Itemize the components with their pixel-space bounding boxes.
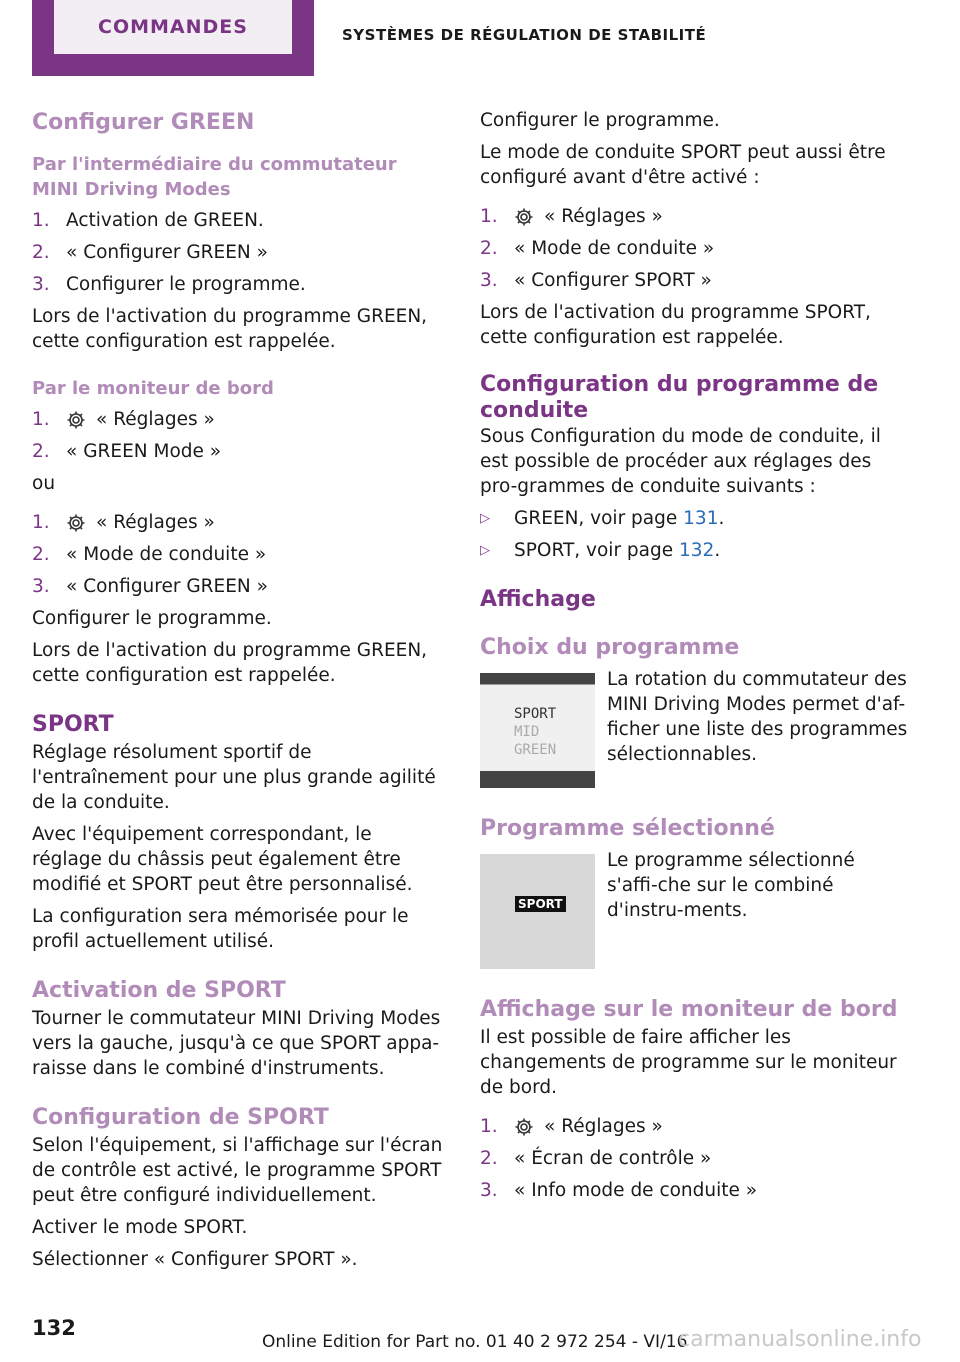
bullet-end: . bbox=[714, 540, 721, 561]
step-text: « Mode de conduite » bbox=[66, 544, 267, 565]
subheading-moniteur: Par le moniteur de bord bbox=[32, 378, 274, 399]
step-number: 3. bbox=[480, 1180, 498, 1201]
section-title: SYSTÈMES DE RÉGULATION DE STABILITÉ bbox=[342, 26, 707, 44]
watermark: carmanualsonline.info bbox=[678, 1327, 922, 1352]
paragraph: Réglage résolument sportif de l'entraînement pour une plus grande agilité de la conduite. bbox=[32, 742, 436, 813]
program-line: MID bbox=[514, 724, 540, 740]
heading-affichage-moniteur: Affichage sur le moniteur de bord bbox=[480, 997, 898, 1022]
step-text: « Réglages » bbox=[96, 512, 215, 533]
figure-row-choix bbox=[480, 669, 910, 788]
list-item bbox=[480, 236, 910, 261]
bullet-text: GREEN, voir page bbox=[514, 508, 684, 529]
step-number: 1. bbox=[480, 1116, 498, 1137]
step-text: « Réglages » bbox=[96, 409, 215, 430]
paragraph: La configuration sera mémorisée pour le profil actuellement utilisé. bbox=[32, 906, 409, 952]
step-text: Activation de GREEN. bbox=[66, 210, 264, 231]
paragraph: Activer le mode SPORT. bbox=[32, 1217, 248, 1238]
list-item bbox=[480, 204, 910, 229]
list-item bbox=[32, 574, 444, 599]
steps-moniteur-info bbox=[480, 1114, 910, 1203]
heading-choix-programme: Choix du programme bbox=[480, 635, 740, 660]
heading-affichage: Affichage bbox=[480, 587, 596, 612]
step-text: « Mode de conduite » bbox=[514, 238, 715, 259]
step-number: 3. bbox=[32, 576, 50, 597]
paragraph: Lors de l'activation du programme GREEN, cette configuration est rappelée. bbox=[32, 306, 428, 352]
bullet-text: SPORT, voir page bbox=[514, 540, 680, 561]
program-list-lines bbox=[514, 705, 556, 759]
list-item bbox=[32, 542, 444, 567]
step-number: 3. bbox=[32, 274, 50, 295]
paragraph: Sélectionner « Configurer SPORT ». bbox=[32, 1249, 358, 1270]
gear-icon bbox=[66, 410, 86, 430]
right-column bbox=[480, 108, 910, 1210]
step-text: « GREEN Mode » bbox=[66, 441, 222, 462]
list-item bbox=[32, 407, 444, 432]
steps-alternative bbox=[32, 510, 444, 599]
program-line: GREEN bbox=[514, 742, 557, 758]
selected-program-image bbox=[480, 854, 595, 969]
list-item bbox=[480, 1114, 910, 1139]
list-item bbox=[32, 272, 444, 297]
heading-sport: SPORT bbox=[32, 712, 114, 737]
heading-configuration-sport: Configuration de SPORT bbox=[32, 1105, 329, 1130]
step-number: 2. bbox=[480, 1148, 498, 1169]
paragraph-ou: ou bbox=[32, 473, 56, 494]
list-item bbox=[480, 1146, 910, 1171]
list-item bbox=[480, 268, 910, 293]
list-item bbox=[32, 439, 444, 464]
step-number: 3. bbox=[480, 270, 498, 291]
paragraph: Tourner le commutateur MINI Driving Modes vers la gauche, jusqu'à ce que SPORT appa-raisse dans le combiné d'instruments. bbox=[32, 1008, 441, 1079]
step-number: 1. bbox=[32, 210, 50, 231]
heading-configuration-programme: Configuration du programme de conduite bbox=[480, 372, 879, 423]
step-text: « Configurer GREEN » bbox=[66, 242, 268, 263]
heading-configurer-green: Configurer GREEN bbox=[32, 110, 255, 135]
heading-programme-selectionne: Programme sélectionné bbox=[480, 816, 775, 841]
bullet-end: . bbox=[718, 508, 725, 529]
step-text: « Réglages » bbox=[544, 206, 663, 227]
step-number: 1. bbox=[32, 409, 50, 430]
page-link-132[interactable]: 132 bbox=[679, 540, 715, 561]
paragraph: Lors de l'activation du programme SPORT, cette configuration est rappelée. bbox=[480, 302, 871, 348]
paragraph: Configurer le programme. bbox=[32, 608, 272, 629]
page-link-131[interactable]: 131 bbox=[683, 508, 719, 529]
list-item bbox=[480, 538, 910, 563]
steps-commutateur bbox=[32, 208, 444, 297]
paragraph: Sous Configuration du mode de conduite, il est possible de procéder aux réglages des pro-grammes de conduite suivants : bbox=[480, 426, 881, 497]
edition-line: Online Edition for Part no. 01 40 2 972 254 - VI/16 bbox=[262, 1332, 688, 1352]
step-text: Configurer le programme. bbox=[66, 274, 306, 295]
sport-badge: SPORT bbox=[515, 896, 566, 912]
list-item bbox=[32, 240, 444, 265]
program-line: SPORT bbox=[514, 706, 557, 722]
gear-icon bbox=[66, 513, 86, 533]
steps-moniteur bbox=[32, 407, 444, 464]
heading-activation-sport: Activation de SPORT bbox=[32, 978, 286, 1003]
steps-sport-config bbox=[480, 204, 910, 293]
step-number: 2. bbox=[32, 544, 50, 565]
gear-icon bbox=[514, 1117, 534, 1137]
header-tab bbox=[32, 0, 314, 76]
paragraph: Le mode de conduite SPORT peut aussi être configuré avant d'être activé : bbox=[480, 142, 886, 188]
list-item bbox=[32, 510, 444, 535]
list-item bbox=[32, 208, 444, 233]
step-text: « Écran de contrôle » bbox=[514, 1148, 712, 1169]
triangle-bullet-icon: ▷ bbox=[480, 511, 490, 526]
step-text: « Configurer GREEN » bbox=[66, 576, 268, 597]
step-number: 2. bbox=[480, 238, 498, 259]
list-item bbox=[480, 1178, 910, 1203]
gear-icon bbox=[514, 207, 534, 227]
step-number: 1. bbox=[32, 512, 50, 533]
chapter-tab-label[interactable]: COMMANDES bbox=[54, 0, 292, 54]
step-number: 2. bbox=[32, 441, 50, 462]
paragraph: Il est possible de faire afficher les changements de programme sur le moniteur de bord. bbox=[480, 1027, 897, 1098]
paragraph: Lors de l'activation du programme GREEN, cette configuration est rappelée. bbox=[32, 640, 428, 686]
left-column bbox=[32, 108, 444, 1279]
figure-row-selectionne bbox=[480, 850, 910, 969]
program-list-image bbox=[480, 673, 595, 788]
step-number: 1. bbox=[480, 206, 498, 227]
step-text: « Réglages » bbox=[544, 1116, 663, 1137]
subheading-commutateur: Par l'intermédiaire du commutateur MINI Driving Modes bbox=[32, 154, 397, 200]
paragraph: Configurer le programme. bbox=[480, 110, 720, 131]
triangle-bullet-icon: ▷ bbox=[480, 543, 490, 558]
figure-caption: Le programme sélectionné s'affi-che sur le combiné d'instru-ments. bbox=[607, 850, 855, 921]
step-text: « Info mode de conduite » bbox=[514, 1180, 758, 1201]
step-text: « Configurer SPORT » bbox=[514, 270, 712, 291]
figure-caption: La rotation du commutateur des MINI Driving Modes permet d'af-ficher une liste des programmes sélectionnables. bbox=[607, 669, 908, 765]
program-list bbox=[480, 506, 910, 563]
step-number: 2. bbox=[32, 242, 50, 263]
paragraph: Selon l'équipement, si l'affichage sur l'écran de contrôle est activé, le programme SPORT peut être configuré individuellement. bbox=[32, 1135, 443, 1206]
page-number: 132 bbox=[32, 1316, 76, 1340]
list-item bbox=[480, 506, 910, 531]
paragraph: Avec l'équipement correspondant, le réglage du châssis peut également être modifié et SPORT peut être personnalisé. bbox=[32, 824, 413, 895]
